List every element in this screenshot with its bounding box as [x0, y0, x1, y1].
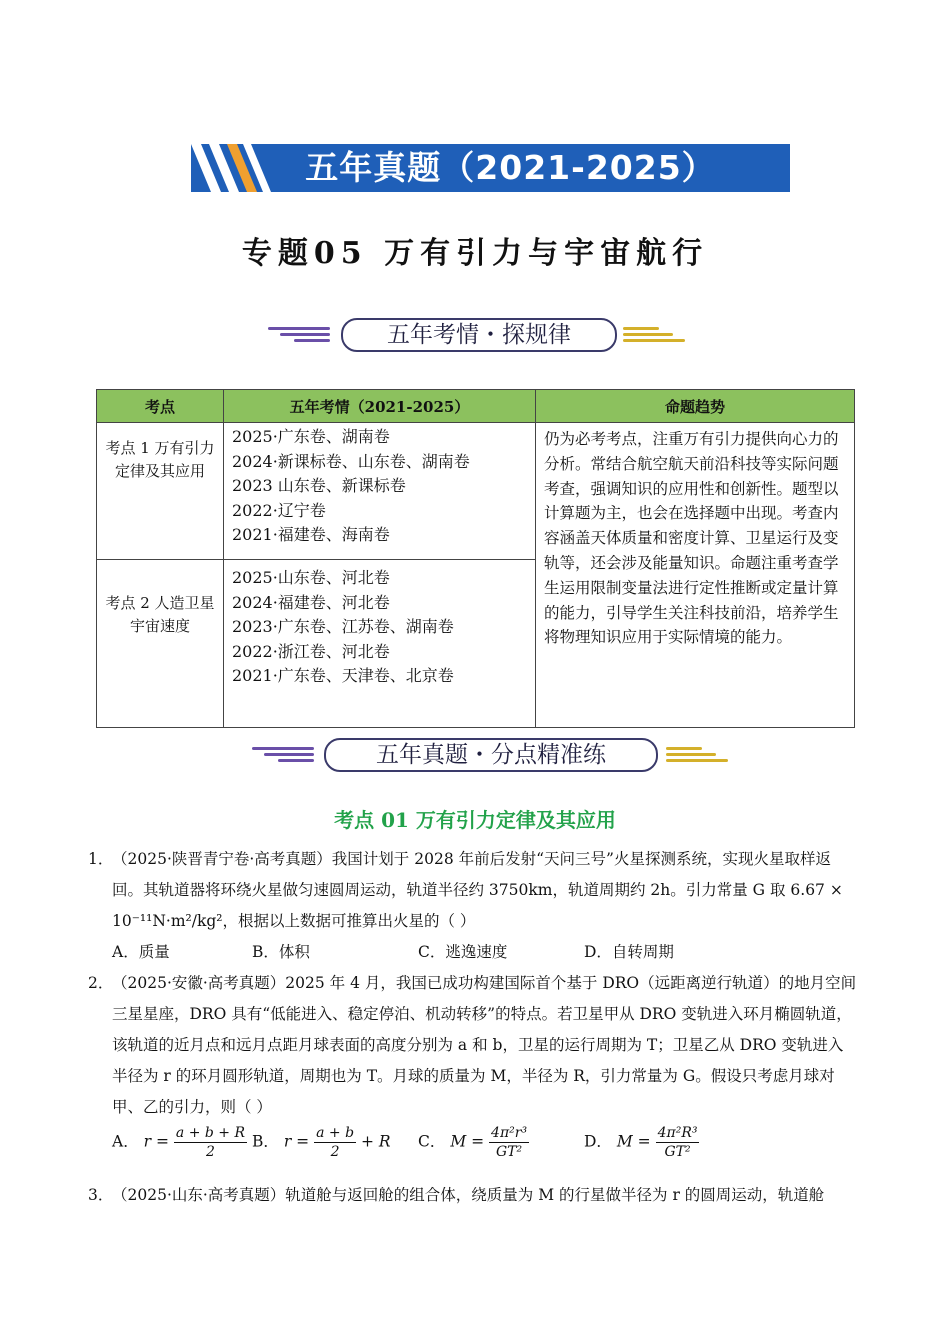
question-number: 2．: [88, 974, 114, 992]
year-line: 2025·广东卷、湖南卷: [232, 427, 390, 446]
denominator: 2: [330, 1144, 340, 1160]
header-banner: [191, 144, 790, 192]
option-label: A．: [112, 1132, 139, 1151]
year-line: 2021·福建卷、海南卷: [232, 525, 390, 544]
option-c: [418, 1124, 529, 1161]
right-decoration-icon: [666, 747, 728, 761]
formula-lhs: M =: [616, 1132, 651, 1151]
right-decoration-icon: [623, 327, 685, 341]
formula-lhs: r =: [283, 1132, 310, 1151]
formula-fraction: [174, 1124, 247, 1161]
option-a: A．质量: [112, 943, 170, 961]
question-2-options: [112, 1124, 812, 1174]
trend-cell: 仍为必考考点，注重万有引力提供向心力的分析。常结合航空航天前沿科技等实际问题考查，强调知识的应用性和创新性。题型以计算题为主，也会在选择题中出现。考查内容涵盖天体质量和密度计算、卫星运行及变轨等，还会涉及能量知识。命题注重考查学生运用限制变量法进行定性推断或定量计算的能力，引导学生关注科技前沿，培养学生将物理知识应用于实际情境的能力。: [536, 423, 855, 728]
option-label: C．: [418, 1132, 446, 1151]
numerator: a + b: [316, 1125, 355, 1141]
question-1: [88, 844, 858, 937]
years-cell: [224, 423, 536, 560]
section-header-trends: [0, 318, 950, 358]
option-a: [112, 1124, 247, 1161]
year-line: 2023·广东卷、江苏卷、湖南卷: [232, 617, 454, 636]
table-header-row: [97, 390, 855, 423]
section-title: 考点 01 万有引力定律及其应用: [334, 808, 616, 832]
option-b: B．体积: [252, 943, 310, 961]
formula-tail: + R: [360, 1132, 391, 1151]
banner-title: 五年真题（2021-2025）: [305, 148, 716, 187]
formula-fraction: [489, 1124, 529, 1161]
topic-cell: 考点 1 万有引力定律及其应用: [97, 423, 224, 560]
year-line: 2021·广东卷、天津卷、北京卷: [232, 666, 454, 685]
option-b: [252, 1124, 391, 1161]
question-number: 1．: [88, 850, 114, 868]
year-line: 2022·辽宁卷: [232, 500, 326, 520]
header-topic: 考点: [97, 390, 224, 423]
table-row: [97, 423, 855, 560]
question-text: （2025·陕晋青宁卷·高考真题）我国计划于 2028 年前后发射“天问三号”火星探测系统，实现火星取样返回。其轨道器将环绕火星做匀速圆周运动，轨道半径约 3750km，轨道周期约 2h。引力常量 G 取 6.67 × 10⁻¹¹N·m²/kg²，根据以上数据可推算出火星的（ ）: [112, 850, 843, 930]
year-line: 2024·新课标卷、山东卷、湖南卷: [232, 451, 470, 471]
option-label: B．: [252, 1132, 279, 1151]
year-line: 2025·山东卷、河北卷: [232, 568, 390, 587]
numerator: 4π²r³: [491, 1125, 528, 1141]
header-trend: 命题趋势: [536, 390, 855, 423]
formula-lhs: M =: [450, 1132, 485, 1151]
section-header-practice: [0, 738, 950, 778]
question-number: 3．: [88, 1186, 114, 1204]
question-3: [88, 1180, 858, 1211]
numerator: a + b + R: [175, 1125, 246, 1141]
exam-trend-table: [96, 389, 855, 728]
question-text: （2025·安徽·高考真题）2025 年 4 月，我国已成功构建国际首个基于 DRO（远距离逆行轨道）的地月空间三星星座，DRO 具有“低能进入、稳定停泊、机动转移”的特点。若卫星甲从 DRO 变轨进入环月椭圆轨道，该轨道的近月点和远月点距月球表面的高度分别为 a 和 b，卫星的运行周期为 T；卫星乙从 DRO 变轨进入半径为 r 的环月圆形轨道，周期也为 T。月球的质量为 M，半径为 R，引力常量为 G。假设只考虑月球对甲、乙的引力，则（ ）: [112, 974, 857, 1116]
option-d: [584, 1124, 699, 1161]
numerator: 4π²R³: [657, 1125, 698, 1141]
year-line: 2022·浙江卷、河北卷: [232, 641, 390, 661]
document-title: 专题05 万有引力与宇宙航行: [241, 236, 709, 271]
option-label: D．: [584, 1132, 612, 1151]
formula-fraction: [656, 1124, 700, 1161]
formula-lhs: r =: [143, 1132, 169, 1151]
denominator: GT²: [495, 1144, 523, 1160]
year-line: 2023 山东卷、新课标卷: [232, 476, 406, 495]
left-decoration-icon: [252, 747, 314, 761]
header-years: 五年考情（2021-2025）: [224, 390, 536, 423]
years-cell: [224, 560, 536, 728]
year-line: 2024·福建卷、河北卷: [232, 592, 390, 612]
formula-fraction: [314, 1124, 356, 1161]
option-d: D．自转周期: [584, 943, 674, 961]
topic-cell: 考点 2 人造卫星 宇宙速度: [97, 560, 224, 728]
option-c: C．逃逸速度: [418, 943, 508, 961]
pill-label: 五年真题・分点精准练: [324, 738, 658, 772]
question-1-options: [112, 940, 812, 964]
question-2: [88, 968, 858, 1123]
pill-label: 五年考情・探规律: [341, 318, 617, 352]
left-decoration-icon: [268, 327, 330, 341]
denominator: GT²: [664, 1144, 691, 1160]
question-text: （2025·山东·高考真题）轨道舱与返回舱的组合体，绕质量为 M 的行星做半径为 r 的圆周运动，轨道舱: [112, 1186, 825, 1204]
denominator: 2: [206, 1144, 215, 1160]
